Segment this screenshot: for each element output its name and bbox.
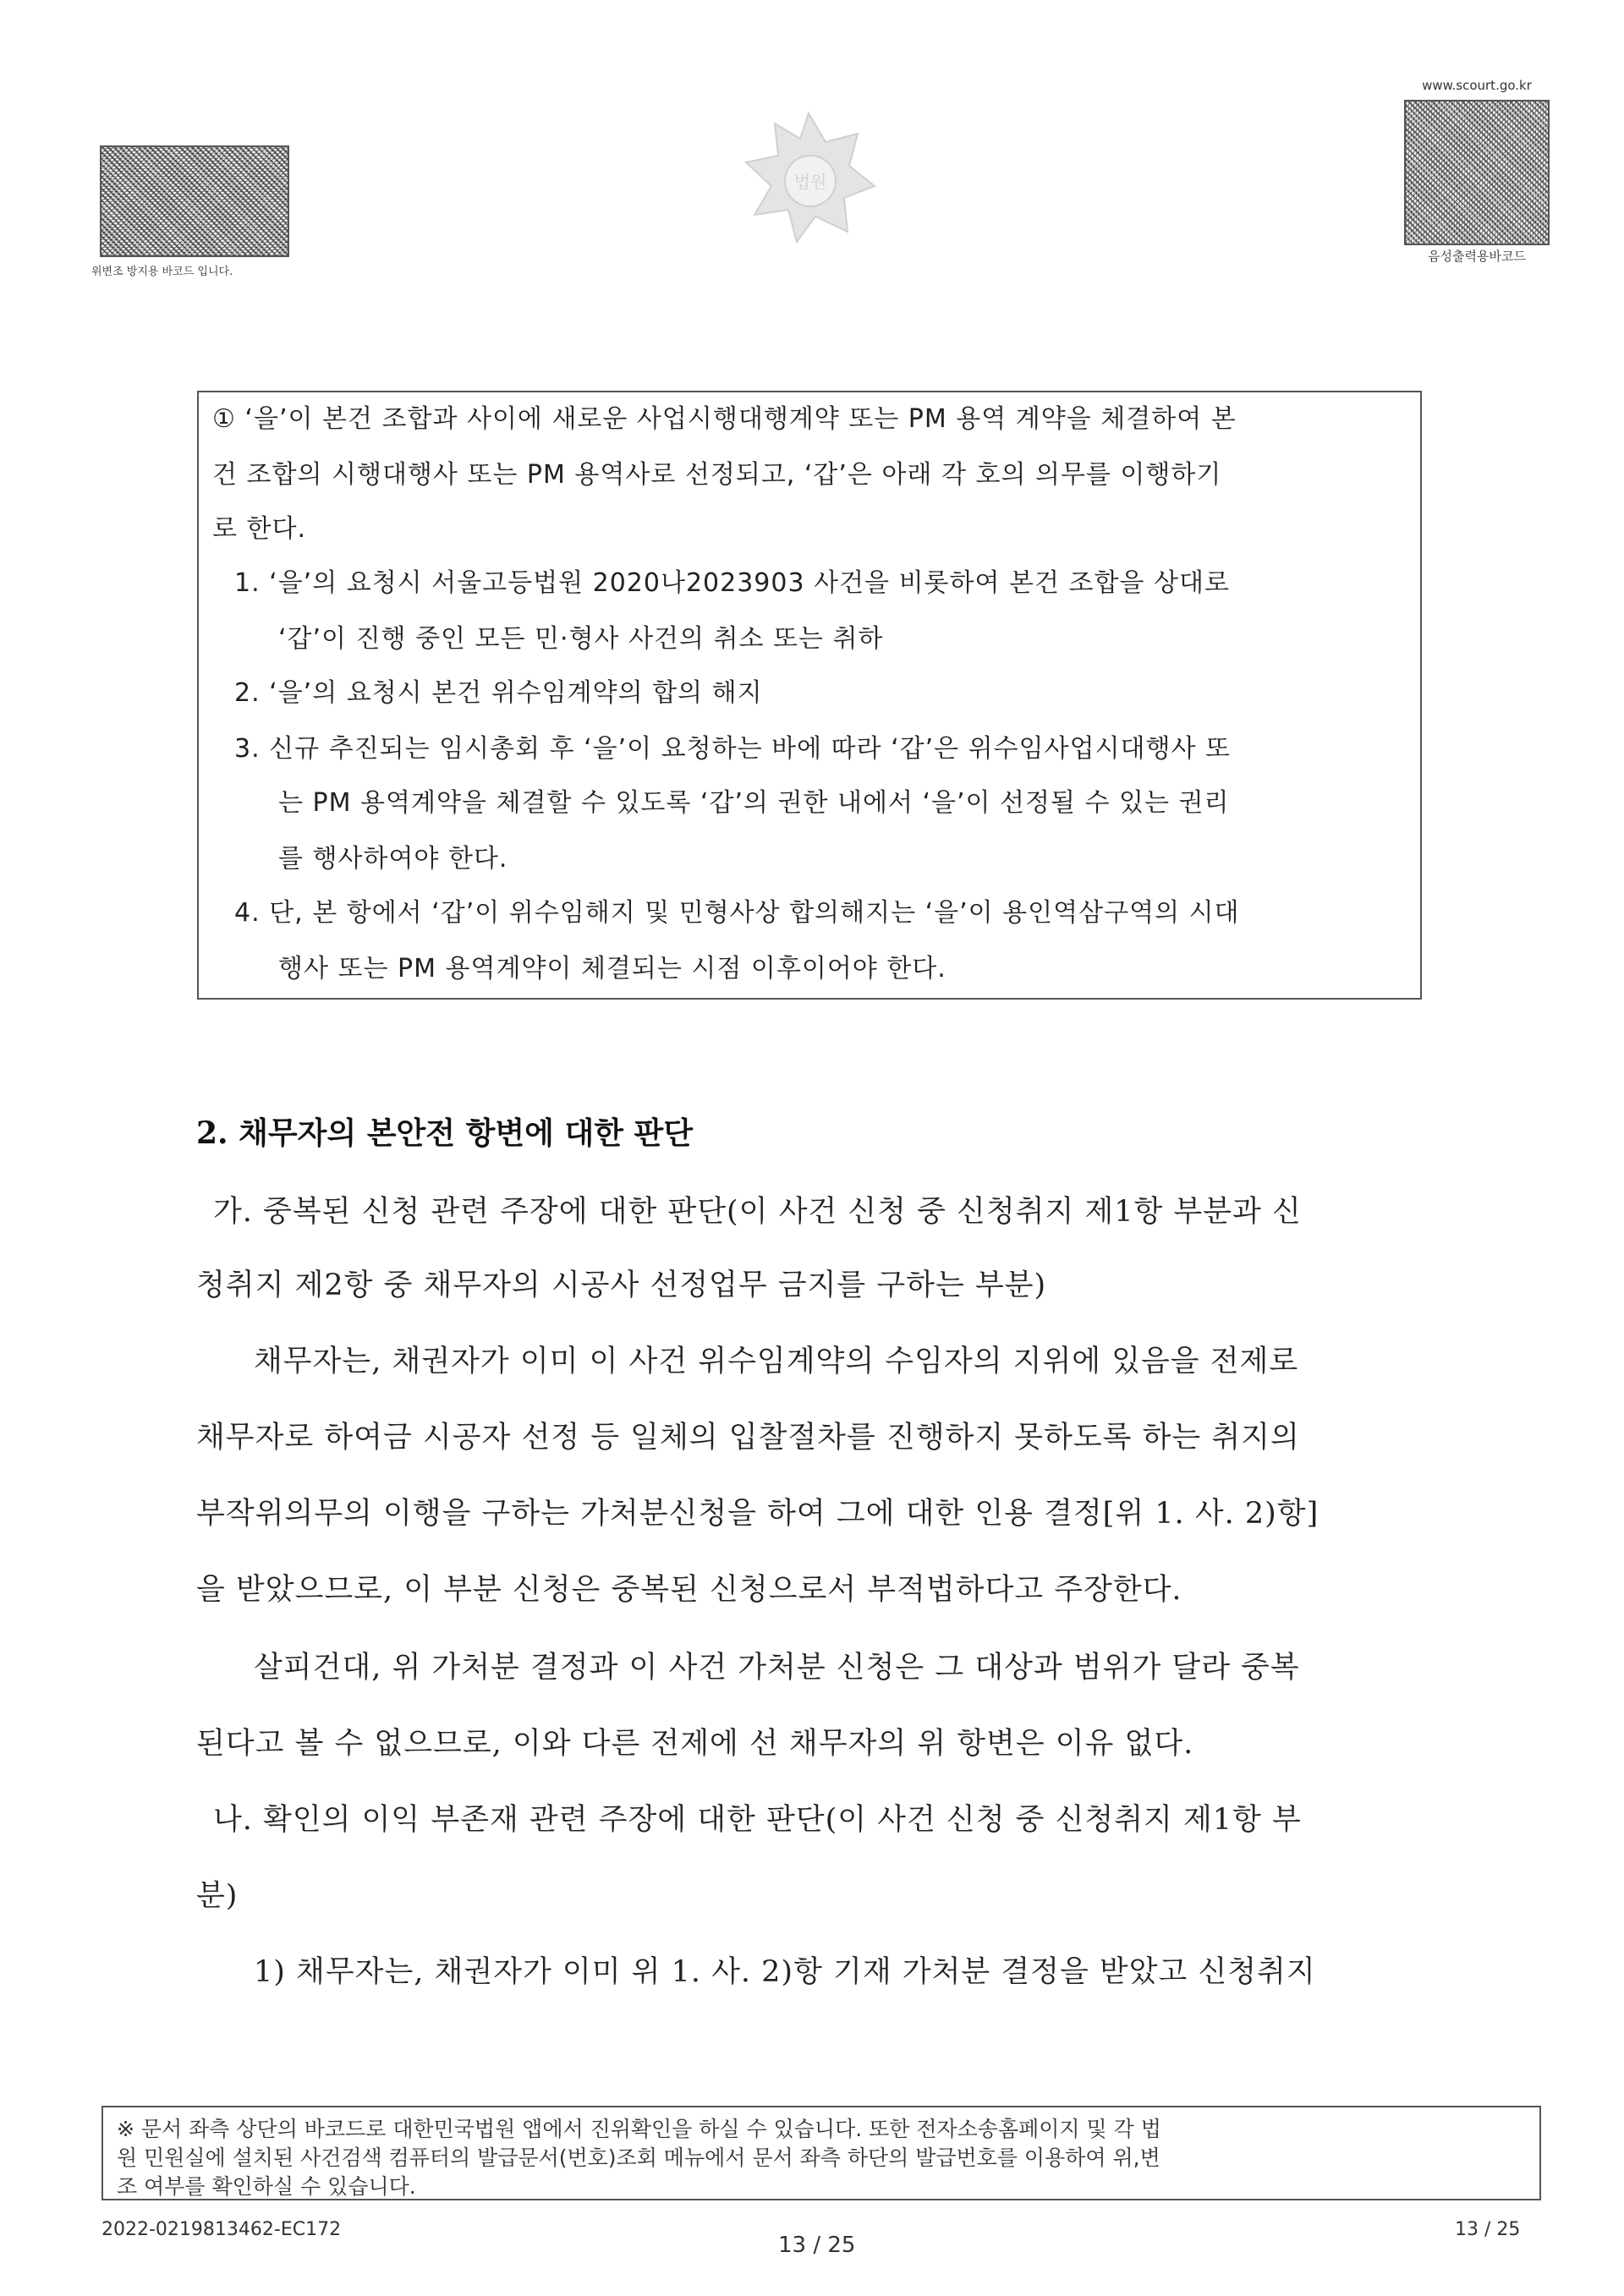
clause-line: ① ‘을’이 본건 조합과 사이에 새로운 사업시행대행계약 또는 PM 용역 계약을 체결하여 본 (212, 404, 1237, 434)
notice-line: 원 민원실에 설치된 사건검색 컴퓨터의 발급문서(번호)조회 메뉴에서 문서 좌측 하단의 발급번호를 이용하여 위,변 (117, 2145, 1160, 2170)
body-line: 가. 중복된 신청 관련 주장에 대한 판단(이 사건 신청 중 신청취지 제1항 부분과 신 (213, 1195, 1302, 1229)
clause-line: 3. 신규 추진되는 임시총회 후 ‘을’이 요청하는 바에 따라 ‘갑’은 위수임사업시대행사 또 (234, 734, 1232, 764)
authenticity-barcode-caption: 위변조 방지용 바코드 입니다. (91, 266, 233, 278)
notice-line: ※ 문서 좌측 상단의 바코드로 대한민국법원 앱에서 진위확인을 하실 수 있습니다. 또한 전자소송홈페이지 및 각 법 (117, 2117, 1161, 2141)
notice-line: 조 여부를 확인하실 수 있습니다. (117, 2174, 416, 2199)
issue-number: 2022-0219813462-EC172 (102, 2219, 342, 2240)
clause-line: 1. ‘을’의 요청시 서울고등법원 2020나2023903 사건을 비롯하여 본건 조합을 상대로 (234, 568, 1230, 598)
body-line: 분) (196, 1879, 239, 1913)
seal-text: 법원 (793, 172, 827, 192)
clause-line: 로 한다. (212, 514, 307, 544)
clause-line: 는 PM 용역계약을 체결할 수 있도록 ‘갑’의 권한 내에서 ‘을’이 선정될 수 있는 권리 (278, 788, 1230, 818)
verification-notice-box (102, 2106, 1541, 2200)
clause-line: 2. ‘을’의 요청시 본건 위수임계약의 합의 해지 (234, 678, 763, 708)
body-line: 1) 채무자는, 채권자가 이미 위 1. 사. 2)항 기재 가처분 결정을 받았고 신청취지 (254, 1955, 1316, 1989)
court-website-url: www.scourt.go.kr (1422, 78, 1532, 93)
page-number-right: 13 / 25 (1455, 2219, 1521, 2240)
authenticity-barcode (100, 145, 289, 257)
body-line: 채무자는, 채권자가 이미 이 사건 위수임계약의 수임자의 지위에 있음을 전제로 (254, 1345, 1299, 1378)
voice-output-barcode (1404, 100, 1550, 245)
section-heading: 2. 채무자의 본안전 항변에 대한 판단 (196, 1115, 694, 1151)
body-line: 나. 확인의 이익 부존재 관련 주장에 대한 판단(이 사건 신청 중 신청취지 제1항 부 (213, 1803, 1302, 1837)
body-line: 청취지 제2항 중 채무자의 시공사 선정업무 금지를 구하는 부분) (196, 1269, 1047, 1302)
body-line: 부작위의무의 이행을 구하는 가처분신청을 하여 그에 대한 인용 결정[위 1. 사. 2)항] (196, 1497, 1320, 1531)
body-line: 살피건대, 위 가처분 결정과 이 사건 가처분 신청은 그 대상과 범위가 달라 중복 (254, 1651, 1300, 1685)
clause-line: 행사 또는 PM 용역계약이 체결되는 시점 이후이어야 한다. (278, 954, 946, 984)
body-line: 채무자로 하여금 시공자 선정 등 일체의 입찰절차를 진행하지 못하도록 하는 취지의 (196, 1421, 1300, 1455)
body-line: 된다고 볼 수 없으므로, 이와 다른 전제에 선 채무자의 위 항변은 이유 없다. (196, 1727, 1194, 1761)
court-seal-icon (738, 108, 880, 250)
page-number-center: 13 / 25 (778, 2233, 856, 2258)
body-line: 을 받았으므로, 이 부분 신청은 중복된 신청으로서 부적법하다고 주장한다. (196, 1573, 1182, 1607)
clause-line: 를 행사하여야 한다. (278, 844, 508, 874)
clause-line: 4. 단, 본 항에서 ‘갑’이 위수임해지 및 민형사상 합의해지는 ‘을’이 용인역삼구역의 시대 (234, 898, 1240, 928)
clause-line: ‘갑’이 진행 중인 모든 민·형사 사건의 취소 또는 취하 (278, 624, 884, 654)
clause-line: 건 조합의 시행대행사 또는 PM 용역사로 선정되고, ‘갑’은 아래 각 호의 의무를 이행하기 (212, 460, 1222, 490)
voice-output-barcode-caption: 음성출력용바코드 (1428, 249, 1526, 264)
contract-clause-box (197, 391, 1422, 1000)
